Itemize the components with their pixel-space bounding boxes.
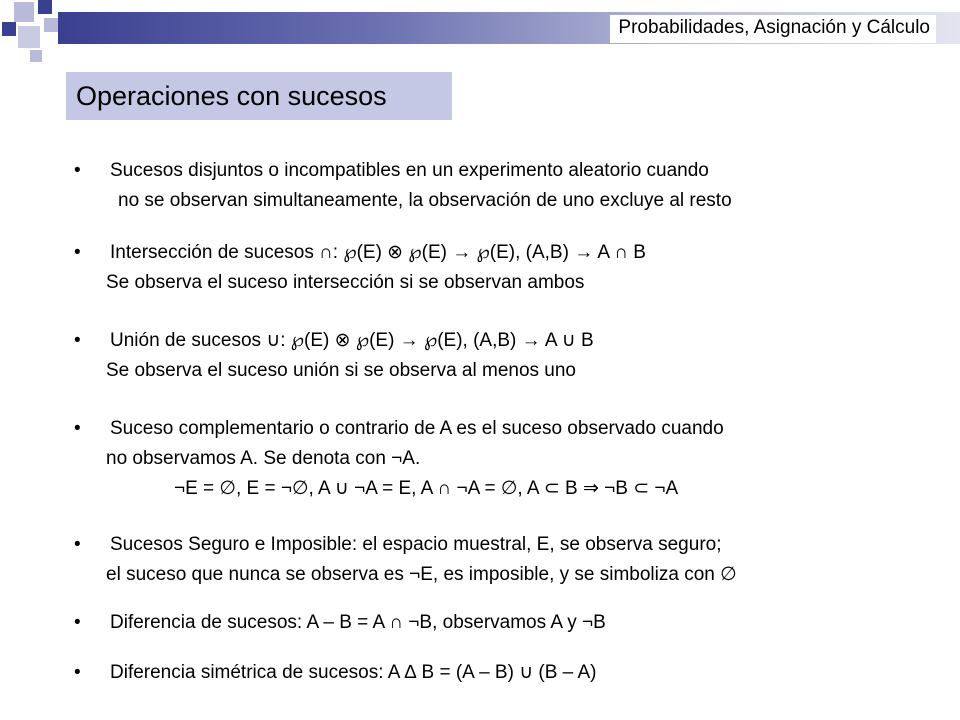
bullet-disjoint-events [74, 156, 954, 216]
bullet-line: no observamos A. Se denota con ¬A. [106, 448, 421, 469]
bullet-line: • Sucesos disjuntos o incompatibles en un experimento aleatorio cuando [110, 160, 709, 181]
bullet-formula: ¬E = ∅, E = ¬∅, A ∪ ¬A = E, A ∩ ¬A = ∅, A ⊂ B ⇒ ¬B ⊂ ¬A [174, 478, 679, 499]
decor-square-3 [2, 22, 16, 36]
bullet-line: • Diferencia de sucesos: A – B = A ∩ ¬B, observamos A y ¬B [110, 612, 606, 633]
bullet-intersection [74, 238, 954, 298]
bullet-line: • Diferencia simétrica de sucesos: A ∆ B = (A – B) ∪ (B – A) [110, 662, 597, 683]
bullet-line: • Intersección de sucesos ∩: ℘(E) ⊗ ℘(E) → ℘(E), (A,B) → A ∩ B [110, 242, 646, 263]
bullet-difference [74, 608, 954, 638]
bullet-symmetric-difference [74, 658, 954, 688]
bullet-line: • Sucesos Seguro e Imposible: el espacio muestral, E, se observa seguro; [110, 534, 722, 555]
decor-square-5 [44, 18, 58, 32]
bullet-list [74, 156, 954, 712]
decor-square-6 [30, 50, 42, 62]
decor-square-1 [14, 2, 34, 22]
header-title: Probabilidades, Asignación y Cálculo [610, 15, 936, 43]
bullet-sure-impossible [74, 530, 954, 590]
decor-square-2 [38, 0, 52, 14]
bullet-union [74, 326, 954, 386]
bullet-line: • Suceso complementario o contrario de A es el suceso observado cuando [110, 418, 724, 439]
bullet-line: • Unión de sucesos ∪: ℘(E) ⊗ ℘(E) → ℘(E), (A,B) → A ∪ B [110, 330, 594, 351]
bullet-line: Se observa el suceso unión si se observa al menos uno [106, 360, 576, 381]
bullet-line: Se observa el suceso intersección si se observan ambos [106, 272, 585, 293]
decor-square-4 [18, 26, 40, 48]
bullet-line: no se observan simultaneamente, la observación de uno excluye al resto [118, 190, 732, 211]
section-title: Operaciones con sucesos [66, 72, 452, 120]
bullet-line: el suceso que nunca se observa es ¬E, es imposible, y se simboliza con ∅ [106, 564, 737, 585]
bullet-complement [74, 414, 954, 504]
